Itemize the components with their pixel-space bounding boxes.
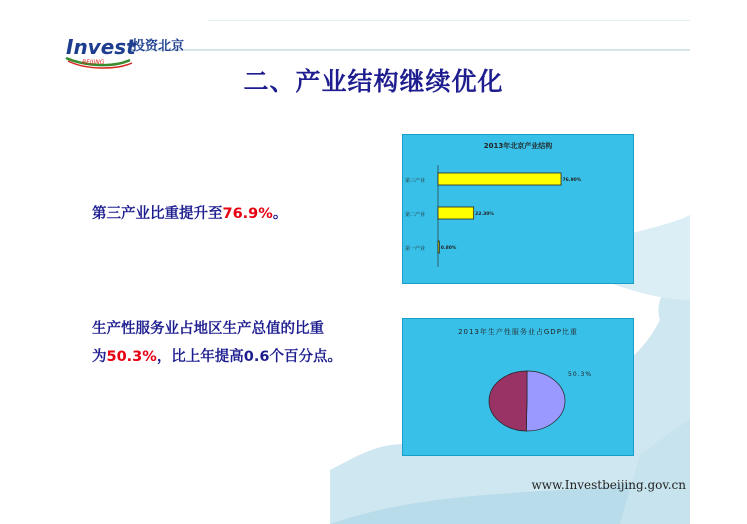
bar xyxy=(438,241,439,253)
pie-slice xyxy=(526,371,565,431)
data-label: 22.30% xyxy=(475,212,494,217)
bar xyxy=(438,173,561,185)
category-label: 第二产业 xyxy=(405,212,426,218)
bullet-prefix: 为 xyxy=(92,349,107,365)
highlight-value: 76.9% xyxy=(222,206,273,222)
pie-slice xyxy=(489,371,527,431)
logo-brand-text: Invest xyxy=(66,35,136,59)
producer-services-pie-chart xyxy=(402,318,634,456)
bullet-tertiary-share xyxy=(92,200,287,228)
category-label: 第一产业 xyxy=(405,246,426,252)
data-label: 76.90% xyxy=(562,178,582,183)
category-label: 第三产业 xyxy=(405,178,426,184)
industry-structure-bar-chart xyxy=(402,134,634,284)
page-title: 二、产业结构继续优化 xyxy=(243,67,504,96)
highlight-value: 50.3% xyxy=(106,349,157,365)
bullet-text: 第三产业比重提升至 xyxy=(92,206,223,222)
bullet-rest: ，比上年提高0.6个百分点。 xyxy=(156,349,342,365)
data-label: 50.3% xyxy=(568,371,593,378)
logo-chinese-text: 投资北京 xyxy=(132,39,185,54)
bullet-end: 。 xyxy=(272,206,288,222)
chart-title: 2013年生产性服务业占GDP比重 xyxy=(458,328,578,336)
bar-chart-plot xyxy=(403,135,633,283)
footer-url: www.Investbeijing.gov.cn xyxy=(531,478,686,492)
chart-title: 2013年北京产业结构 xyxy=(483,142,553,150)
data-label: 0.80% xyxy=(440,246,457,251)
logo-sub-text: BEIJING xyxy=(82,59,105,66)
header-top-rule xyxy=(208,20,690,21)
bullet-line-1: 生产性服务业占地区生产总值的比重 xyxy=(92,321,324,337)
pie-chart-plot xyxy=(403,319,633,455)
bullet-line-2 xyxy=(92,343,342,371)
bullet-producer-services xyxy=(92,315,342,371)
bar xyxy=(438,207,474,219)
